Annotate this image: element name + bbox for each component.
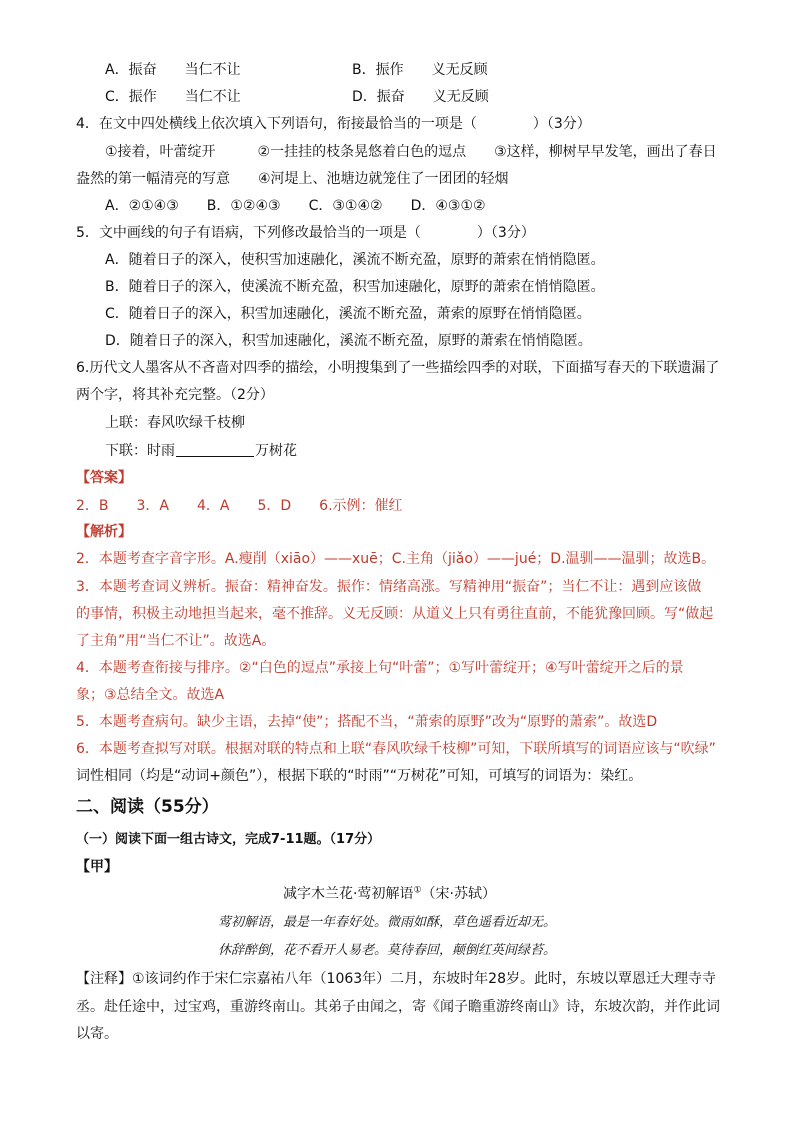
note-line: 丞。赴任途中，过宝鸡，重游终南山。其弟子由闻之，寄《闻子瞻重游终南山》诗，东坡次韵，并作此词 <box>76 999 720 1015</box>
question-4-sentences-2: 盎然的第一幅清亮的写意 ④河堤上、池塘边就笼住了一团团的轻烟 <box>76 171 509 187</box>
question-5-option-c: C．随着日子的深入，积雪加速融化，溪流不断充盈，萧索的原野在悄悄隐匿。 <box>105 306 591 322</box>
analysis-line: 5．本题考查病句。缺少主语，去掉“使”；搭配不当，“萧索的原野”改为“原野的萧索”。故选D <box>76 714 658 730</box>
analysis-line: 2．本题考查字音字形。A.瘦削（xiāo）——xuē；C.主角（jiǎo）——jué；D.温驯——温驯；故选B。 <box>76 551 716 567</box>
footnote-mark: ① <box>413 885 422 896</box>
answer-text: 2．B 3．A 4．A 5．D 6.示例：催红 <box>76 498 403 514</box>
section-subtitle: （一）阅读下面一组古诗文，完成7-11题。（17分） <box>76 832 381 847</box>
note-line: 【注释】①该词约作于宋仁宗嘉祐八年（1063年）二月，东坡时年28岁。此时，东坡以覃恩迁大理寺寺 <box>76 971 716 987</box>
question-5-option-b: B．随着日子的深入，使溪流不断充盈，积雪加速融化，原野的萧索在悄悄隐匿。 <box>105 279 605 295</box>
couplet-lower-prefix: 下联：时雨 <box>105 443 175 459</box>
analysis-line: 词性相同（均是“动词+颜色”），根据下联的“时雨”“万树花”可知，可填写的词语为：染红。 <box>76 768 643 784</box>
analysis-line: 4．本题考查衔接与排序。②“白色的逗点”承接上句“叶蕾”；①写叶蕾绽开；④写叶蕾绽开之后的景 <box>76 660 684 676</box>
analysis-heading: 【解析】 <box>76 524 132 540</box>
question-4-options: A．②①④③ B．①②④③ C．③①④② D．④③①② <box>105 198 486 214</box>
question-4-stem: 4．在文中四处横线上依次填入下列语句，衔接最恰当的一项是（ ）（3分） <box>76 116 591 132</box>
poem-title-line <box>283 884 496 904</box>
question-6-stem-2: 两个字，将其补充完整。（2分） <box>76 387 274 403</box>
note-line: 以寄。 <box>76 1026 118 1042</box>
option-d-q3: D．振奋 义无反顾 <box>352 89 489 105</box>
question-5-option-d: D．随着日子的深入，积雪加速融化，溪流不断充盈，原野的萧索在悄悄隐匿。 <box>105 333 592 349</box>
couplet-upper: 上联：春风吹绿千枝柳 <box>105 415 245 431</box>
option-c-q3: C．振作 当仁不让 <box>105 89 241 105</box>
poem-title: 减字木兰花·莺初解语 <box>283 886 414 902</box>
analysis-line: 3．本题考查词义辨析。振奋：精神奋发。振作：情绪高涨。写精神用“振奋”；当仁不让：遇到应该做 <box>76 579 702 595</box>
poem-line-1: 莺初解语，最是一年春好处。微雨如酥，草色遥看近却无。 <box>218 915 557 930</box>
poem-line-2: 休辞醉倒，花不看开人易老。莫待春回，颠倒红英间绿苔。 <box>218 943 557 958</box>
analysis-line: 的事情，积极主动地担当起来，毫不推辞。义无反顾：从道义上只有勇往直前，不能犹豫回顾。写“做起 <box>76 606 714 622</box>
section-title: 二、阅读（55分） <box>76 797 219 817</box>
analysis-line: 6．本题考查拟写对联。根据对联的特点和上联“春风吹绿千枝柳”可知，下联所填写的词语应该与“吹绿” <box>76 741 716 757</box>
jia-label: 【甲】 <box>76 859 118 875</box>
answer-blank[interactable] <box>176 442 254 457</box>
question-5-option-a: A．随着日子的深入，使积雪加速融化，溪流不断充盈，原野的萧索在悄悄隐匿。 <box>105 252 605 268</box>
analysis-line: 象；③总结全文。故选A <box>76 687 225 703</box>
question-6-stem-1: 6.历代文人墨客从不吝啬对四季的描绘，小明搜集到了一些描绘四季的对联，下面描写春天的下联遗漏了 <box>76 360 720 376</box>
couplet-lower <box>105 441 297 461</box>
poem-author: （宋·苏轼） <box>421 886 496 902</box>
option-a-q3: A．振奋 当仁不让 <box>105 62 241 78</box>
question-4-sentences-1: ①接着，叶蕾绽开 ②一挂挂的枝条晃悠着白色的逗点 ③这样，柳树早早发笔，画出了春日 <box>105 144 717 160</box>
question-5-stem: 5．文中画线的句子有语病，下列修改最恰当的一项是（ ）（3分） <box>76 225 535 241</box>
option-b-q3: B．振作 义无反顾 <box>352 62 488 78</box>
couplet-lower-suffix: 万树花 <box>255 443 297 459</box>
answer-heading: 【答案】 <box>76 470 132 486</box>
analysis-line: 了主角”用“当仁不让”。故选A。 <box>76 633 276 649</box>
